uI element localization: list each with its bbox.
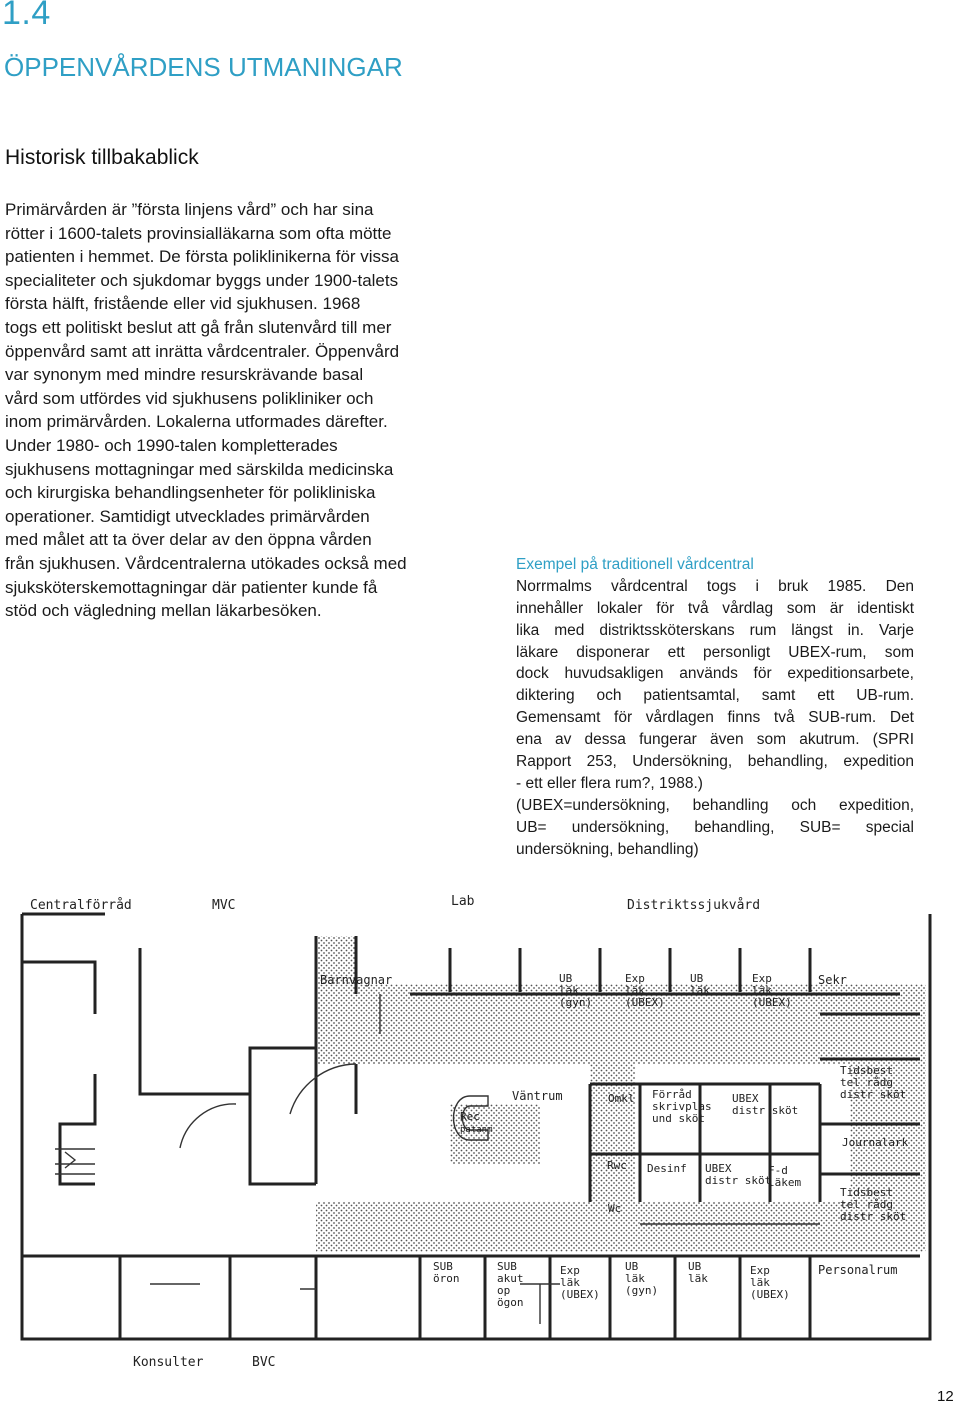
label-rec: Rec — [460, 1110, 480, 1123]
label-ub-top-2: UB läk — [690, 972, 710, 997]
label-personalrum: Personalrum — [818, 1263, 898, 1277]
label-desinf: Desinf — [647, 1162, 687, 1175]
label-distriktssjukvard: Distriktssjukvård — [627, 898, 761, 913]
sidebar-line: ena av dessa fungerar även som akutrum. (SPRI — [516, 731, 914, 749]
body-line: sjuksköterskemottagningar där patienter kunde få — [5, 577, 378, 597]
sidebar-line: innehåller lokaler för två vårdlag som är identiskt — [516, 599, 914, 617]
label-sekr: Sekr — [818, 973, 847, 987]
label-ub-gyn-bot: UB läk (gyn) — [625, 1260, 659, 1297]
label-ubex-top: UBEX distr sköt — [732, 1092, 799, 1117]
body-line: var synonym med mindre resurskrävande basal — [5, 365, 364, 385]
body-line: inom primärvården. Lokalerna utformades därefter. — [5, 412, 388, 432]
label-barnvagnar: Barnvagnar — [320, 973, 393, 987]
label-tidsbest-bottom: Tidsbest tel rådg distr sköt — [840, 1186, 907, 1223]
body-line: första hälft, fristående eller vid sjukhusen. 1968 — [5, 294, 361, 314]
floor-plan — [0, 884, 960, 1400]
chapter-title: ÖPPENVÅRDENS UTMANINGAR — [4, 52, 403, 82]
label-journalark: Journalark — [842, 1136, 909, 1149]
sidebar-line: läkare disponerar ett personligt UBEX-rum, som — [516, 643, 914, 661]
sidebar-line: dock huvudsakligen används för expeditionsarbete, — [516, 665, 914, 683]
label-konsulter: Konsulter — [133, 1355, 204, 1370]
sidebar-line: UB= undersökning, behandling, SUB= special — [516, 818, 914, 836]
body-line: patienten i hemmet. De första poliklinikerna för vissa — [5, 247, 400, 267]
sidebar-line: Gemensamt för vårdlagen finns två SUB-rum. Det — [516, 709, 914, 727]
sidebar-line: lika med distriktssköterskans rum längst in. Varje — [516, 621, 914, 639]
sidebar-line: (UBEX=undersökning, behandling och expedition, — [516, 796, 914, 814]
sidebar-line: Rapport 253, Undersökning, behandling, expedition — [516, 753, 914, 771]
sidebar-title: Exempel på traditionell vårdcentral — [516, 556, 754, 573]
label-sub-oron: SUB öron — [433, 1260, 460, 1285]
section-number: 1.4 — [2, 0, 51, 32]
label-lab: Lab — [451, 894, 475, 909]
body-line: sjukhusens mottagningar med särskilda medicinska — [5, 459, 394, 479]
body-line: med målet att ta över delar av den öppna vården — [5, 530, 372, 550]
sidebar-line: undersökning, behandling) — [516, 840, 699, 858]
body-line: från sjukhusen. Vårdcentralerna utökades också med — [5, 553, 407, 573]
sidebar-line: Norrmalms vårdcentral togs i bruk 1985. Den — [516, 577, 914, 595]
body-line: Primärvården är ”första linjens vård” och har sina — [5, 200, 374, 219]
label-fd: F-d läkem — [768, 1164, 802, 1189]
body-line: och kirurgiska behandlingsenheter för polikliniska — [5, 483, 376, 503]
label-forrad: Förråd skrivplas und sköt — [652, 1088, 712, 1125]
section-heading: Historisk tillbakablick — [5, 146, 199, 169]
label-exp-ubex-top-2: Exp läk (UBEX) — [752, 972, 792, 1009]
body-line: operationer. Samtidigt utvecklades primärvården — [5, 506, 370, 526]
body-line: rötter i 1600-talets provinsialläkarna som ofta mötte — [5, 223, 392, 243]
label-bvc: BVC — [252, 1355, 276, 1370]
label-exp-ubex-top-1: Exp läk (UBEX) — [625, 972, 665, 1009]
label-wc: Wc — [608, 1202, 622, 1215]
body-line: stöd och vägledning mellan läkarbesöken. — [5, 601, 322, 621]
label-omkl: Omkl — [608, 1092, 635, 1105]
body-line: öppenvård samt att inrätta vårdcentraler. Öppenvård — [5, 341, 400, 361]
label-ub-gyn-top: UB läk (gyn) — [559, 972, 593, 1009]
label-exp-ubex-bot-2: Exp läk (UBEX) — [750, 1264, 790, 1301]
body-text — [5, 198, 460, 623]
label-sub-akut: SUB akut op ögon — [497, 1260, 524, 1309]
body-line: vård som utfördes vid sjukhusens polikliniker och — [5, 388, 374, 408]
label-rwc: Rwc — [607, 1159, 627, 1172]
label-exp-ubex-bot-1: Exp läk (UBEX) — [560, 1264, 600, 1301]
sidebar-example — [516, 554, 914, 860]
label-ubex-mid: UBEX distr sköt — [705, 1162, 772, 1187]
body-line: specialiteter och sjukdomar byggs under 1900-talets — [5, 270, 399, 290]
body-line: togs ett politiskt beslut att gå från slutenvård till mer — [5, 317, 392, 337]
page-number: 12 — [937, 1388, 954, 1405]
label-vantrum: Väntrum — [512, 1089, 563, 1103]
label-tidsbest-top: Tidsbest tel rådg distr sköt — [840, 1064, 907, 1101]
label-centralforrad: Centralförråd — [30, 898, 132, 913]
label-mvc: MVC — [212, 898, 236, 913]
label-patanm: patanm — [460, 1125, 493, 1135]
label-ub-bot-2: UB läk — [688, 1260, 708, 1285]
body-line: Under 1980- och 1990-talen kompletterades — [5, 435, 338, 455]
sidebar-line: - ett eller flera rum?, 1988.) — [516, 774, 703, 792]
sidebar-line: diktering och patientsamtal, samt ett UB-rum. — [516, 687, 914, 705]
